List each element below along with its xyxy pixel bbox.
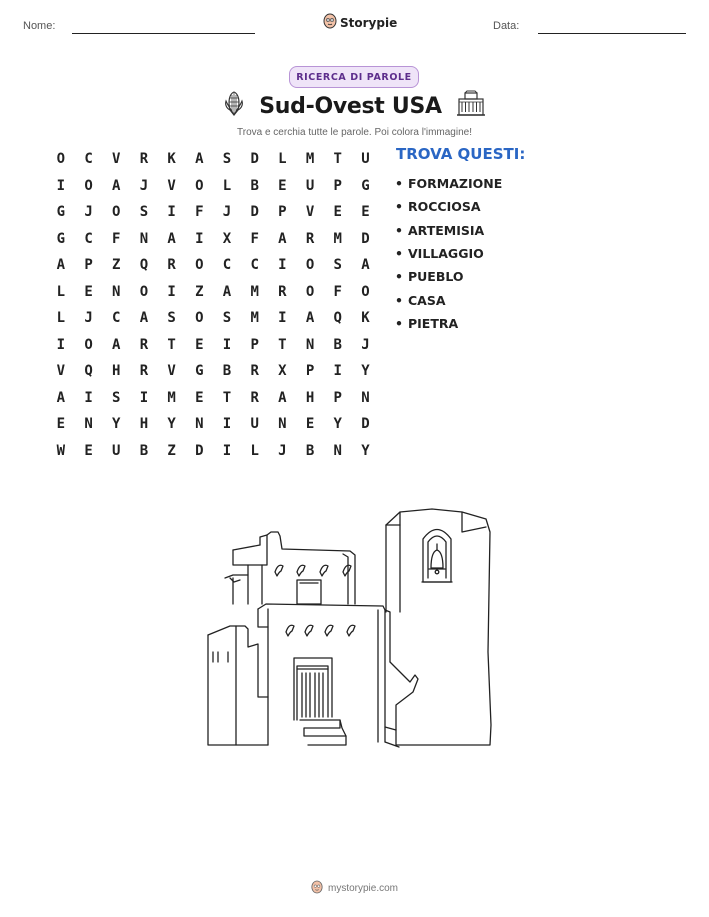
grid-letter[interactable]: E xyxy=(305,416,315,433)
page-title: Sud-Ovest USA xyxy=(259,93,442,119)
grid-letter[interactable]: L xyxy=(250,442,259,459)
bullet: • xyxy=(395,176,403,192)
bullet: • xyxy=(395,246,403,262)
grid-letter[interactable]: M xyxy=(305,151,315,168)
grid-letter[interactable]: N xyxy=(112,283,121,300)
category-badge: RICERCA DI PAROLE xyxy=(289,66,419,88)
bullet: • xyxy=(395,315,403,331)
grid-letter[interactable]: T xyxy=(333,151,342,168)
grid-letter[interactable]: O xyxy=(112,204,121,221)
grid-letter[interactable]: N xyxy=(361,389,370,406)
grid-letter[interactable]: I xyxy=(222,336,232,353)
word-list-item xyxy=(395,219,502,242)
grid-letter[interactable]: C xyxy=(222,257,232,274)
side-wall xyxy=(385,610,418,747)
grid-row xyxy=(47,146,379,173)
grid-letter[interactable]: U xyxy=(250,416,259,433)
storypie-mascot-icon xyxy=(323,13,337,33)
grid-row xyxy=(47,305,379,332)
word-text: VILLAGGIO xyxy=(408,246,484,262)
grid-letter[interactable]: I xyxy=(278,257,287,274)
grid-row xyxy=(47,438,379,465)
grid-letter[interactable]: I xyxy=(195,230,204,247)
main-block xyxy=(208,604,385,745)
grid-letter[interactable]: C xyxy=(84,230,93,247)
grid-letter[interactable]: J xyxy=(278,442,287,459)
grid-letter[interactable]: O xyxy=(305,257,315,274)
word-list-item xyxy=(395,312,502,335)
grid-letter[interactable]: R xyxy=(278,283,287,300)
grid-letter[interactable]: R xyxy=(250,389,259,406)
grid-row xyxy=(47,226,379,253)
grid-letter[interactable]: N xyxy=(278,416,287,433)
word-list-item xyxy=(395,172,502,195)
bullet: • xyxy=(395,292,403,308)
grid-letter[interactable]: Z xyxy=(195,283,204,300)
grid-letter[interactable]: E xyxy=(84,283,93,300)
grid-letter[interactable]: L xyxy=(222,177,232,194)
grid-letter[interactable]: M xyxy=(167,389,176,406)
grid-letter[interactable]: B xyxy=(222,363,232,380)
grid-letter[interactable]: G xyxy=(56,230,66,247)
name-label: Nome: xyxy=(23,20,56,32)
grid-letter[interactable]: Y xyxy=(361,442,370,459)
word-text: PUEBLO xyxy=(408,269,464,285)
corn-icon xyxy=(223,90,245,122)
grid-letter[interactable]: Y xyxy=(333,416,342,433)
grid-letter[interactable]: A xyxy=(112,336,121,353)
name-line xyxy=(72,33,255,34)
grid-letter[interactable]: J xyxy=(361,336,370,353)
grid-letter[interactable]: V xyxy=(167,177,176,194)
grid-letter[interactable]: T xyxy=(222,389,232,406)
word-list-item xyxy=(395,242,502,265)
grid-letter[interactable]: P xyxy=(305,363,315,380)
grid-letter[interactable]: J xyxy=(139,177,149,194)
grid-letter[interactable]: B xyxy=(139,442,149,459)
grid-letter[interactable]: V xyxy=(305,204,315,221)
grid-letter[interactable]: S xyxy=(112,389,121,406)
upper-block xyxy=(225,532,355,604)
grid-letter[interactable]: S xyxy=(333,257,342,274)
grid-letter[interactable]: Z xyxy=(112,257,121,274)
date-line xyxy=(538,33,686,34)
grid-letter[interactable]: I xyxy=(56,177,66,194)
grid-letter[interactable]: A xyxy=(305,310,315,327)
grid-letter[interactable]: K xyxy=(167,151,176,168)
grid-letter[interactable]: N xyxy=(195,416,204,433)
grid-letter[interactable]: I xyxy=(222,442,232,459)
grid-letter[interactable]: F xyxy=(333,283,342,300)
grid-letter[interactable]: T xyxy=(278,336,287,353)
grid-letter[interactable]: R xyxy=(139,363,149,380)
grid-row xyxy=(47,358,379,385)
bell-tower xyxy=(386,509,491,745)
bullet: • xyxy=(395,269,403,285)
grid-letter[interactable]: R xyxy=(250,363,259,380)
grid-letter[interactable]: T xyxy=(167,336,176,353)
grid-letter[interactable]: H xyxy=(305,389,315,406)
grid-letter[interactable]: H xyxy=(112,363,121,380)
grid-letter[interactable]: V xyxy=(56,363,66,380)
grid-letter[interactable]: S xyxy=(222,151,232,168)
word-text: FORMAZIONE xyxy=(408,176,503,192)
grid-letter[interactable]: R xyxy=(139,151,149,168)
word-text: PIETRA xyxy=(408,315,459,331)
grid-letter[interactable]: J xyxy=(84,204,93,221)
grid-letter[interactable]: D xyxy=(250,151,259,168)
grid-letter[interactable]: G xyxy=(361,177,370,194)
grid-letter[interactable]: S xyxy=(167,310,176,327)
grid-letter[interactable]: V xyxy=(112,151,121,168)
grid-letter[interactable]: O xyxy=(305,283,315,300)
grid-letter[interactable]: I xyxy=(222,416,232,433)
grid-letter[interactable]: U xyxy=(112,442,121,459)
footer xyxy=(0,880,709,897)
grid-letter[interactable]: B xyxy=(305,442,315,459)
grid-letter[interactable]: I xyxy=(278,310,287,327)
grid-letter[interactable]: J xyxy=(222,204,232,221)
grid-row xyxy=(47,199,379,226)
grid-letter[interactable]: H xyxy=(139,416,149,433)
grid-letter[interactable]: R xyxy=(167,257,176,274)
grid-letter[interactable]: A xyxy=(112,177,121,194)
grid-letter[interactable]: N xyxy=(139,230,149,247)
grid-letter[interactable]: F xyxy=(250,230,259,247)
grid-letter[interactable]: O xyxy=(139,283,149,300)
grid-letter[interactable]: C xyxy=(112,310,121,327)
word-list-title: TROVA QUESTI: xyxy=(396,145,526,163)
grid-letter[interactable]: L xyxy=(278,151,287,168)
grid-letter[interactable]: U xyxy=(305,177,315,194)
grid-letter[interactable]: L xyxy=(56,283,66,300)
grid-letter[interactable]: O xyxy=(195,177,204,194)
grid-letter[interactable]: O xyxy=(195,257,204,274)
brand-logo xyxy=(323,13,397,33)
grid-letter[interactable]: D xyxy=(361,416,370,433)
grid-row xyxy=(47,279,379,306)
grid-letter[interactable]: V xyxy=(167,363,176,380)
grid-letter[interactable]: Q xyxy=(84,363,93,380)
grid-letter[interactable]: X xyxy=(278,363,287,380)
grid-letter[interactable]: U xyxy=(361,151,370,168)
grid-letter[interactable]: B xyxy=(250,177,259,194)
grid-row xyxy=(47,173,379,200)
grid-letter[interactable]: E xyxy=(278,177,287,194)
grid-letter[interactable]: O xyxy=(361,283,370,300)
grid-letter[interactable]: P xyxy=(250,336,259,353)
grid-letter[interactable]: M xyxy=(250,283,259,300)
word-text: ARTEMISIA xyxy=(408,222,485,238)
grid-row xyxy=(47,332,379,359)
word-text: ROCCIOSA xyxy=(408,199,481,215)
grid-letter[interactable]: F xyxy=(112,230,121,247)
grid-letter[interactable]: E xyxy=(361,204,370,221)
grid-letter[interactable]: P xyxy=(333,389,342,406)
grid-letter[interactable]: P xyxy=(278,204,287,221)
grid-letter[interactable]: I xyxy=(167,283,176,300)
grid-letter[interactable]: N xyxy=(333,442,342,459)
grid-letter[interactable]: O xyxy=(56,151,66,168)
grid-letter[interactable]: K xyxy=(361,310,370,327)
grid-row xyxy=(47,411,379,438)
grid-row xyxy=(47,252,379,279)
grid-letter[interactable]: A xyxy=(361,257,370,274)
grid-letter[interactable]: C xyxy=(250,257,259,274)
word-list-item xyxy=(395,265,502,288)
grid-row xyxy=(47,385,379,412)
grid-letter[interactable]: I xyxy=(139,389,149,406)
grid-letter[interactable]: R xyxy=(305,230,315,247)
grid-letter[interactable]: Q xyxy=(139,257,149,274)
grid-letter[interactable]: G xyxy=(195,363,204,380)
grid-letter[interactable]: O xyxy=(84,336,93,353)
grid-letter[interactable]: E xyxy=(195,389,204,406)
grid-letter[interactable]: Y xyxy=(167,416,176,433)
pueblo-building-illustration xyxy=(200,492,510,757)
grid-letter[interactable]: A xyxy=(56,389,66,406)
grid-letter[interactable]: S xyxy=(139,204,149,221)
grid-letter[interactable]: M xyxy=(250,310,259,327)
word-list xyxy=(395,172,502,335)
instructions: Trova e cerchia tutte le parole. Poi colora l'immagine! xyxy=(237,127,472,138)
grid-letter[interactable]: E xyxy=(84,442,93,459)
grid-letter[interactable]: Y xyxy=(112,416,121,433)
grid-letter[interactable]: A xyxy=(278,230,287,247)
storypie-mascot-icon xyxy=(311,880,323,897)
grid-letter[interactable]: B xyxy=(333,336,342,353)
word-list-item xyxy=(395,195,502,218)
grid-letter[interactable]: W xyxy=(56,442,66,459)
grid-letter[interactable]: S xyxy=(222,310,232,327)
grid-letter[interactable]: M xyxy=(333,230,342,247)
date-label: Data: xyxy=(493,20,520,32)
grid-letter[interactable]: L xyxy=(56,310,66,327)
grid-letter[interactable]: C xyxy=(84,151,93,168)
word-list-item xyxy=(395,288,502,311)
title-row xyxy=(0,90,709,122)
grid-letter[interactable]: A xyxy=(139,310,149,327)
grid-letter[interactable]: X xyxy=(222,230,232,247)
grid-letter[interactable]: A xyxy=(222,283,232,300)
grid-letter[interactable]: P xyxy=(333,177,342,194)
grid-letter[interactable]: F xyxy=(195,204,204,221)
grid-letter[interactable]: A xyxy=(167,230,176,247)
bullet: • xyxy=(395,222,403,238)
grid-letter[interactable]: A xyxy=(56,257,66,274)
grid-letter[interactable]: E xyxy=(56,416,66,433)
grid-letter[interactable]: R xyxy=(139,336,149,353)
word-search-grid xyxy=(47,146,379,464)
footer-url[interactable]: mystorypie.com xyxy=(327,883,398,894)
grid-letter[interactable]: Z xyxy=(167,442,176,459)
grid-letter[interactable]: D xyxy=(195,442,204,459)
grid-letter[interactable]: G xyxy=(56,204,66,221)
brand-name: Storypie xyxy=(340,16,398,30)
grid-letter[interactable]: D xyxy=(361,230,370,247)
grid-letter[interactable]: E xyxy=(195,336,204,353)
grid-letter[interactable]: N xyxy=(305,336,315,353)
grid-letter[interactable]: N xyxy=(84,416,93,433)
grid-letter[interactable]: I xyxy=(84,389,93,406)
grid-letter[interactable]: I xyxy=(167,204,176,221)
grid-letter[interactable]: O xyxy=(84,177,93,194)
grid-letter[interactable]: P xyxy=(84,257,93,274)
word-text: CASA xyxy=(408,292,446,308)
bullet: • xyxy=(395,199,403,215)
grid-letter[interactable]: J xyxy=(84,310,93,327)
grid-letter[interactable]: D xyxy=(250,204,259,221)
building-icon xyxy=(456,90,486,122)
grid-letter[interactable]: E xyxy=(333,204,342,221)
grid-letter[interactable]: Q xyxy=(333,310,342,327)
grid-letter[interactable]: A xyxy=(195,151,204,168)
grid-letter[interactable]: A xyxy=(278,389,287,406)
grid-letter[interactable]: I xyxy=(333,363,342,380)
grid-letter[interactable]: I xyxy=(56,336,66,353)
grid-letter[interactable]: Y xyxy=(361,363,370,380)
grid-letter[interactable]: O xyxy=(195,310,204,327)
